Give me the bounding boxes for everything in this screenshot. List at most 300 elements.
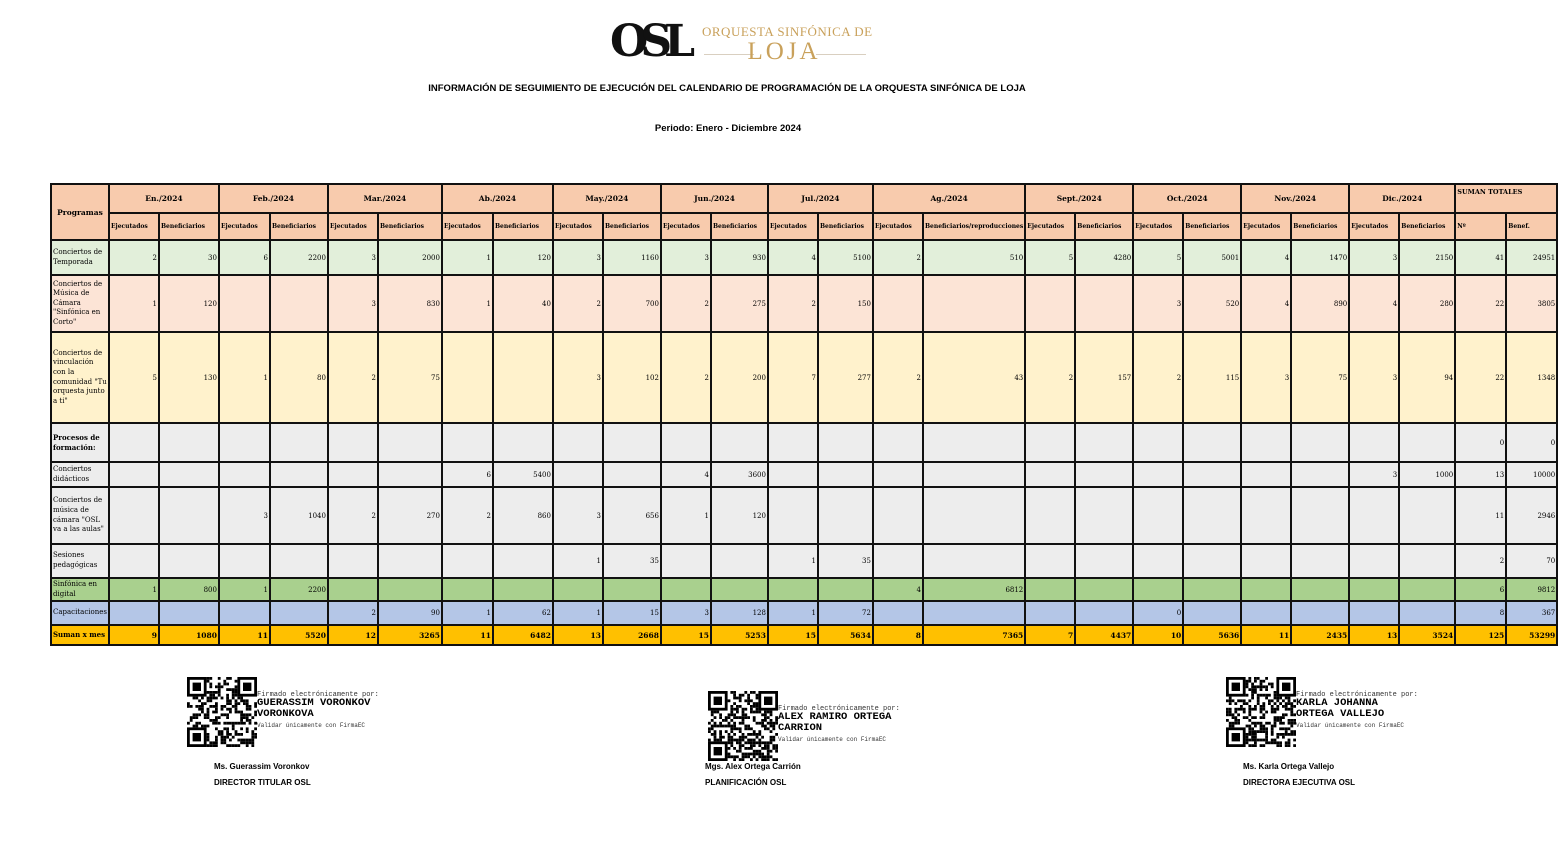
grand-total-count: 125 [1455, 625, 1506, 645]
beneficiaries-cell [1075, 544, 1133, 578]
executed-cell: 4 [768, 240, 818, 275]
subcolumn-header: Beneficiarios [1075, 213, 1133, 240]
beneficiaries-cell: 520 [1183, 275, 1241, 332]
monthly-total-cell: 5520 [270, 625, 328, 645]
executed-cell [553, 462, 603, 487]
beneficiaries-cell [1075, 578, 1133, 601]
signer-role: DIRECTORA EJECUTIVA OSL [1243, 778, 1356, 787]
executed-cell: 6 [219, 240, 270, 275]
executed-cell: 6 [442, 462, 493, 487]
beneficiaries-cell: 5100 [818, 240, 873, 275]
month-header: Sept./2024 [1025, 184, 1133, 213]
executed-cell [1133, 544, 1183, 578]
monthly-total-cell: 1080 [159, 625, 219, 645]
beneficiaries-cell: 277 [818, 332, 873, 423]
signer-name: Mgs. Alex Ortega Carrión [705, 762, 801, 771]
subcolumn-header: Beneficiarios [1291, 213, 1349, 240]
subcolumn-header: Ejecutados [328, 213, 378, 240]
executed-cell [442, 544, 493, 578]
beneficiaries-cell [1183, 601, 1241, 625]
subcolumn-header: Ejecutados [1025, 213, 1075, 240]
executed-cell [1025, 487, 1075, 544]
subcolumn-header: Beneficiarios [818, 213, 873, 240]
executed-cell [1025, 275, 1075, 332]
beneficiaries-cell [159, 544, 219, 578]
beneficiaries-cell [818, 462, 873, 487]
subcolumn-header: Beneficiarios [711, 213, 768, 240]
beneficiaries-cell: 930 [711, 240, 768, 275]
beneficiaries-cell [1075, 601, 1133, 625]
signer-name: Ms. Guerassim Voronkov [214, 762, 310, 771]
qr-code-icon [708, 691, 778, 761]
beneficiaries-cell: 15 [603, 601, 661, 625]
beneficiaries-cell [923, 487, 1025, 544]
signer-role: DIRECTOR TITULAR OSL [214, 778, 311, 787]
monthly-total-cell: 4437 [1075, 625, 1133, 645]
beneficiaries-cell [159, 601, 219, 625]
stamp-validate: Validar únicamente con FirmaEC [257, 722, 366, 729]
executed-cell: 1 [768, 601, 818, 625]
executed-cell [109, 544, 159, 578]
subcolumn-header: Beneficiarios [1183, 213, 1241, 240]
beneficiaries-cell [711, 544, 768, 578]
executed-cell [1133, 423, 1183, 462]
beneficiaries-cell [1183, 487, 1241, 544]
totals-subcolumn-header: Nº [1455, 213, 1506, 240]
executed-cell: 1 [109, 578, 159, 601]
executed-cell: 3 [661, 240, 711, 275]
executed-cell [442, 332, 493, 423]
stamp-validate: Validar únicamente con FirmaEC [778, 736, 887, 743]
beneficiaries-cell [493, 578, 553, 601]
executed-cell [109, 487, 159, 544]
table-row [51, 240, 1557, 275]
row-total-beneficiaries: 1348 [1506, 332, 1557, 423]
row-total-count: 0 [1455, 423, 1506, 462]
beneficiaries-cell [270, 544, 328, 578]
executed-cell [1241, 544, 1291, 578]
monthly-total-cell: 3524 [1399, 625, 1455, 645]
subcolumn-header: Beneficiarios [1399, 213, 1455, 240]
executed-cell [219, 544, 270, 578]
monthly-total-cell: 13 [1349, 625, 1399, 645]
row-total-count: 22 [1455, 275, 1506, 332]
stamp-intro: Firmado electrónicamente por: [778, 705, 900, 713]
osl-logo [610, 14, 873, 74]
beneficiaries-cell: 1000 [1399, 462, 1455, 487]
beneficiaries-cell: 3600 [711, 462, 768, 487]
executed-cell: 1 [109, 275, 159, 332]
row-total-count: 11 [1455, 487, 1506, 544]
executed-cell [1133, 462, 1183, 487]
monthly-total-cell: 8 [873, 625, 923, 645]
executed-cell [219, 423, 270, 462]
beneficiaries-cell [1399, 544, 1455, 578]
table-row [51, 601, 1557, 625]
executed-cell: 1 [553, 601, 603, 625]
subcolumn-header: Beneficiarios [378, 213, 442, 240]
beneficiaries-cell [378, 578, 442, 601]
subcolumn-header: Ejecutados [661, 213, 711, 240]
executed-cell: 5 [1025, 240, 1075, 275]
grand-total-beneficiaries: 53299 [1506, 625, 1557, 645]
executed-cell [873, 601, 923, 625]
beneficiaries-cell [270, 462, 328, 487]
beneficiaries-cell [1183, 544, 1241, 578]
beneficiaries-cell [1399, 487, 1455, 544]
beneficiaries-cell [270, 423, 328, 462]
program-tracking-table [50, 183, 1558, 646]
logo-line1: ORQUESTA SINFÓNICA DE [702, 24, 873, 39]
subcolumn-header: Ejecutados [1349, 213, 1399, 240]
beneficiaries-cell [1291, 487, 1349, 544]
beneficiaries-cell [818, 487, 873, 544]
beneficiaries-cell: 2200 [270, 240, 328, 275]
executed-cell [1133, 578, 1183, 601]
executed-cell: 4 [1241, 275, 1291, 332]
executed-cell: 1 [219, 332, 270, 423]
executed-cell: 4 [661, 462, 711, 487]
subcolumn-header: Beneficiarios [603, 213, 661, 240]
executed-cell: 1 [442, 601, 493, 625]
beneficiaries-cell [493, 423, 553, 462]
beneficiaries-cell [603, 578, 661, 601]
executed-cell [1025, 578, 1075, 601]
beneficiaries-cell: 275 [711, 275, 768, 332]
beneficiaries-cell [1183, 462, 1241, 487]
row-total-beneficiaries: 70 [1506, 544, 1557, 578]
month-header: May./2024 [553, 184, 661, 213]
subcolumn-header: Beneficiarios [270, 213, 328, 240]
executed-cell [1025, 601, 1075, 625]
executed-cell [1025, 544, 1075, 578]
signer-role: PLANIFICACIÓN OSL [705, 778, 787, 787]
beneficiaries-cell: 270 [378, 487, 442, 544]
month-header: Dic./2024 [1349, 184, 1455, 213]
executed-cell [1133, 487, 1183, 544]
executed-cell [553, 578, 603, 601]
subcolumn-header: Ejecutados [219, 213, 270, 240]
executed-cell: 2 [873, 240, 923, 275]
monthly-total-cell: 10 [1133, 625, 1183, 645]
monthly-total-cell: 9 [109, 625, 159, 645]
executed-cell: 3 [1349, 240, 1399, 275]
beneficiaries-cell: 35 [603, 544, 661, 578]
executed-cell [1025, 462, 1075, 487]
executed-cell [1025, 423, 1075, 462]
beneficiaries-cell [1075, 423, 1133, 462]
monthly-total-cell: 15 [768, 625, 818, 645]
beneficiaries-cell: 30 [159, 240, 219, 275]
beneficiaries-cell [923, 462, 1025, 487]
beneficiaries-cell: 80 [270, 332, 328, 423]
executed-cell: 3 [219, 487, 270, 544]
beneficiaries-cell [1399, 578, 1455, 601]
monthly-total-cell: 6482 [493, 625, 553, 645]
executed-cell [661, 544, 711, 578]
program-label: Procesos de formación: [51, 423, 109, 462]
executed-cell [1349, 487, 1399, 544]
monthly-total-cell: 15 [661, 625, 711, 645]
totals-label: Suman x mes [51, 625, 109, 645]
row-total-count: 2 [1455, 544, 1506, 578]
executed-cell: 1 [219, 578, 270, 601]
program-label: Conciertos de vinculación con la comunidad "Tu orquesta junto a ti" [51, 332, 109, 423]
beneficiaries-cell [818, 578, 873, 601]
executed-cell: 4 [873, 578, 923, 601]
beneficiaries-cell [378, 423, 442, 462]
row-total-beneficiaries: 0 [1506, 423, 1557, 462]
totals-header: SUMAN TOTALES [1455, 184, 1557, 213]
beneficiaries-cell [1291, 601, 1349, 625]
beneficiaries-cell [923, 544, 1025, 578]
beneficiaries-cell: 43 [923, 332, 1025, 423]
beneficiaries-cell: 90 [378, 601, 442, 625]
beneficiaries-cell [1075, 487, 1133, 544]
table-row [51, 332, 1557, 423]
executed-cell [442, 578, 493, 601]
executed-cell [109, 462, 159, 487]
executed-cell [1349, 578, 1399, 601]
month-header: Ab./2024 [442, 184, 553, 213]
executed-cell [1349, 544, 1399, 578]
executed-cell: 7 [768, 332, 818, 423]
monthly-total-cell: 12 [328, 625, 378, 645]
executed-cell [328, 578, 378, 601]
beneficiaries-cell: 35 [818, 544, 873, 578]
table-row [51, 462, 1557, 487]
beneficiaries-cell [159, 462, 219, 487]
beneficiaries-cell: 2000 [378, 240, 442, 275]
beneficiaries-cell: 62 [493, 601, 553, 625]
executed-cell: 2 [873, 332, 923, 423]
executed-cell [219, 601, 270, 625]
header-row-subcolumns [51, 213, 1557, 240]
signer-name: Ms. Karla Ortega Vallejo [1243, 762, 1335, 771]
beneficiaries-cell: 2150 [1399, 240, 1455, 275]
monthly-total-cell: 5634 [818, 625, 873, 645]
executed-cell [873, 423, 923, 462]
monthly-total-cell: 11 [1241, 625, 1291, 645]
beneficiaries-cell [923, 601, 1025, 625]
executed-cell [768, 578, 818, 601]
stamp-validate: Validar únicamente con FirmaEC [1296, 722, 1405, 729]
subcolumn-header: Ejecutados [873, 213, 923, 240]
month-header: Feb./2024 [219, 184, 328, 213]
monthly-total-cell: 3265 [378, 625, 442, 645]
executed-cell [109, 423, 159, 462]
row-total-beneficiaries: 9812 [1506, 578, 1557, 601]
executed-cell [1241, 423, 1291, 462]
subcolumn-header: Ejecutados [1241, 213, 1291, 240]
beneficiaries-cell: 157 [1075, 332, 1133, 423]
beneficiaries-cell [711, 423, 768, 462]
beneficiaries-cell [493, 544, 553, 578]
executed-cell [328, 423, 378, 462]
row-total-count: 22 [1455, 332, 1506, 423]
executed-cell: 3 [328, 240, 378, 275]
beneficiaries-cell [923, 275, 1025, 332]
subcolumn-header: Ejecutados [553, 213, 603, 240]
beneficiaries-cell: 2200 [270, 578, 328, 601]
beneficiaries-cell: 280 [1399, 275, 1455, 332]
subcolumn-header: Beneficiarios/reproducciones [923, 213, 1025, 240]
monthly-total-cell: 5636 [1183, 625, 1241, 645]
executed-cell [553, 423, 603, 462]
executed-cell: 3 [1349, 332, 1399, 423]
beneficiaries-cell [1291, 423, 1349, 462]
programs-header: Programas [51, 184, 109, 240]
stamp-name: GUERASSIM VORONKOV VORONKOVA [257, 697, 371, 720]
row-total-count: 13 [1455, 462, 1506, 487]
row-total-beneficiaries: 367 [1506, 601, 1557, 625]
program-label: Capacitaciones [51, 601, 109, 625]
beneficiaries-cell: 75 [378, 332, 442, 423]
qr-code-icon [187, 677, 257, 747]
executed-cell [1241, 601, 1291, 625]
executed-cell: 2 [328, 487, 378, 544]
beneficiaries-cell: 130 [159, 332, 219, 423]
subcolumn-header: Ejecutados [1133, 213, 1183, 240]
beneficiaries-cell [378, 544, 442, 578]
executed-cell [1349, 601, 1399, 625]
executed-cell [768, 423, 818, 462]
beneficiaries-cell: 200 [711, 332, 768, 423]
beneficiaries-cell: 656 [603, 487, 661, 544]
monthly-total-cell: 5253 [711, 625, 768, 645]
subcolumn-header: Ejecutados [768, 213, 818, 240]
executed-cell: 2 [661, 275, 711, 332]
stamp-name: ALEX RAMIRO ORTEGA CARRION [778, 711, 892, 734]
subcolumn-header: Ejecutados [442, 213, 493, 240]
row-total-beneficiaries: 24951 [1506, 240, 1557, 275]
header-row-months [51, 184, 1557, 213]
month-header: Jun./2024 [661, 184, 768, 213]
beneficiaries-cell [1291, 462, 1349, 487]
executed-cell: 2 [1025, 332, 1075, 423]
document-title: INFORMACIÓN DE SEGUIMIENTO DE EJECUCIÓN DEL CALENDARIO DE PROGRAMACIÓN DE LA ORQUESTA SINFÓNICA DE LOJA [428, 83, 1026, 94]
beneficiaries-cell [818, 423, 873, 462]
subcolumn-header: Beneficiarios [493, 213, 553, 240]
beneficiaries-cell: 150 [818, 275, 873, 332]
beneficiaries-cell [1183, 578, 1241, 601]
executed-cell: 2 [768, 275, 818, 332]
executed-cell [442, 423, 493, 462]
logo-mark: OSL [610, 16, 688, 67]
executed-cell: 1 [768, 544, 818, 578]
executed-cell: 2 [328, 601, 378, 625]
executed-cell: 5 [1133, 240, 1183, 275]
beneficiaries-cell: 72 [818, 601, 873, 625]
beneficiaries-cell: 830 [378, 275, 442, 332]
month-header: Nov./2024 [1241, 184, 1349, 213]
executed-cell: 0 [1133, 601, 1183, 625]
executed-cell [1241, 462, 1291, 487]
stamp-intro: Firmado electrónicamente por: [257, 691, 379, 699]
executed-cell [1349, 423, 1399, 462]
beneficiaries-cell: 128 [711, 601, 768, 625]
executed-cell: 2 [328, 332, 378, 423]
executed-cell: 3 [661, 601, 711, 625]
month-header: En./2024 [109, 184, 219, 213]
beneficiaries-cell [159, 487, 219, 544]
beneficiaries-cell [711, 578, 768, 601]
executed-cell [109, 601, 159, 625]
monthly-total-cell: 13 [553, 625, 603, 645]
beneficiaries-cell: 6812 [923, 578, 1025, 601]
executed-cell [328, 462, 378, 487]
program-label: Sesiones pedagógicas [51, 544, 109, 578]
row-total-beneficiaries: 10000 [1506, 462, 1557, 487]
month-header: Oct./2024 [1133, 184, 1241, 213]
beneficiaries-cell [1183, 423, 1241, 462]
table-row [51, 423, 1557, 462]
executed-cell [873, 487, 923, 544]
program-label: Conciertos de música de cámara "OSL va a las aulas" [51, 487, 109, 544]
beneficiaries-cell: 102 [603, 332, 661, 423]
beneficiaries-cell [493, 332, 553, 423]
beneficiaries-cell [603, 423, 661, 462]
beneficiaries-cell: 510 [923, 240, 1025, 275]
beneficiaries-cell: 115 [1183, 332, 1241, 423]
executed-cell [768, 487, 818, 544]
row-total-beneficiaries: 3805 [1506, 275, 1557, 332]
beneficiaries-cell: 1470 [1291, 240, 1349, 275]
row-total-beneficiaries: 2946 [1506, 487, 1557, 544]
executed-cell: 3 [1133, 275, 1183, 332]
program-label: Conciertos didácticos [51, 462, 109, 487]
executed-cell: 3 [1241, 332, 1291, 423]
beneficiaries-cell [378, 462, 442, 487]
executed-cell: 3 [1349, 462, 1399, 487]
executed-cell [219, 462, 270, 487]
logo-line2: LOJA [747, 38, 821, 65]
executed-cell [873, 275, 923, 332]
month-header: Mar./2024 [328, 184, 442, 213]
beneficiaries-cell [270, 275, 328, 332]
executed-cell [661, 423, 711, 462]
monthly-total-cell: 7365 [923, 625, 1025, 645]
executed-cell: 3 [553, 240, 603, 275]
table-row [51, 275, 1557, 332]
stamp-name: KARLA JOHANNA ORTEGA VALLEJO [1296, 697, 1385, 720]
monthly-totals-row [51, 625, 1557, 645]
beneficiaries-cell: 120 [711, 487, 768, 544]
beneficiaries-cell: 5400 [493, 462, 553, 487]
month-header: Ag./2024 [873, 184, 1025, 213]
month-header: Jul./2024 [768, 184, 873, 213]
program-label: Conciertos de Música de Cámara "Sinfónica en Corto" [51, 275, 109, 332]
beneficiaries-cell [1291, 578, 1349, 601]
beneficiaries-cell [603, 462, 661, 487]
beneficiaries-cell: 1160 [603, 240, 661, 275]
executed-cell: 4 [1241, 240, 1291, 275]
table-row [51, 578, 1557, 601]
executed-cell: 2 [553, 275, 603, 332]
executed-cell [1241, 578, 1291, 601]
monthly-total-cell: 11 [442, 625, 493, 645]
executed-cell: 1 [442, 240, 493, 275]
beneficiaries-cell: 5001 [1183, 240, 1241, 275]
beneficiaries-cell [1291, 544, 1349, 578]
executed-cell [1241, 487, 1291, 544]
executed-cell: 2 [661, 332, 711, 423]
executed-cell: 3 [553, 332, 603, 423]
executed-cell: 1 [553, 544, 603, 578]
monthly-total-cell: 2668 [603, 625, 661, 645]
executed-cell [873, 462, 923, 487]
executed-cell: 1 [661, 487, 711, 544]
